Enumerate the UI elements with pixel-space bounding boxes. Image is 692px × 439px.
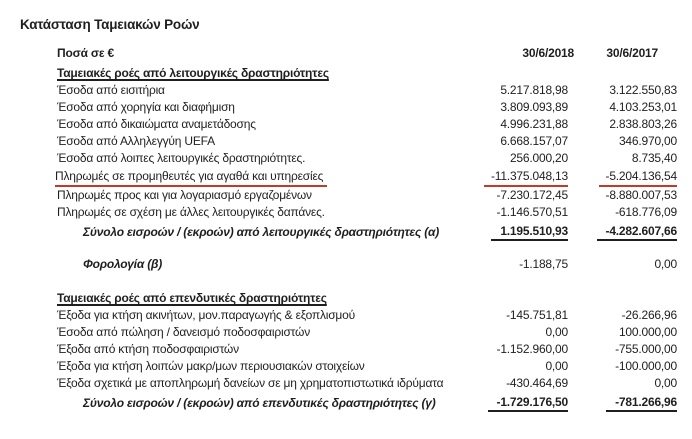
table-row [57, 99, 688, 116]
table-row [57, 358, 688, 375]
row-label: Έσοδα από δικαιώματα αναμετάδοσης [57, 117, 256, 131]
row-value-2017: -100.000,00 [615, 359, 677, 373]
row-label: Έσοδα από πώληση / δανεισμό ποδοσφαιριστών [57, 325, 310, 339]
row-value-2017: -26.266,96 [621, 308, 677, 322]
row-value-2017: 2.838.803,26 [609, 117, 677, 131]
table-row [57, 150, 688, 167]
annotated-row [57, 167, 688, 187]
row-value-2017: -618.776,09 [615, 205, 677, 219]
row-label: Έσοδα από Αλληλεγγύη UEFA [57, 134, 215, 148]
table-row [57, 133, 688, 150]
row-label: Πληρωμές προς και για λογαριασμό εργαζομένων [57, 188, 312, 202]
row-value-2018: 3.809.093,89 [500, 100, 568, 114]
row-label: Σύνολο εισροών / (εκροών) από λειτουργικές δραστηριότητες (α) [83, 225, 440, 239]
row-value-2018: 4.996.231,88 [500, 117, 568, 131]
column-header-2018: 30/6/2018 [522, 46, 574, 60]
row-label: Έσοδα από εισιτήρια [57, 83, 165, 97]
row-value-2017: 100.000,00 [618, 325, 677, 339]
table-row [57, 187, 688, 204]
column-header-row [57, 45, 688, 62]
total-row [57, 221, 688, 241]
table-row [57, 82, 688, 99]
row-value-2018: 6.668.157,07 [500, 134, 568, 148]
total-value-2017: -4.282.607,66 [597, 224, 677, 241]
row-value-2017: 0,00 [654, 257, 677, 271]
row-value-2017: 0,00 [654, 376, 677, 390]
row-value-2018: 256.000,20 [509, 151, 568, 165]
section-heading: Ταμειακές ροές από επενδυτικές δραστηριότητες [57, 291, 327, 305]
spacer-row [57, 273, 688, 287]
total-value-2018: -1.729.176,50 [488, 395, 568, 412]
row-value-2017 [578, 167, 688, 187]
spacer-cell [57, 273, 430, 287]
amounts-unit-label: Ποσά σε € [57, 46, 115, 60]
row-value-2017: 346.970,00 [618, 134, 677, 148]
red-underlined-value-2017: -5.204.136,54 [599, 169, 677, 187]
table-row [57, 204, 688, 221]
column-header-2017: 30/6/2017 [606, 46, 658, 60]
spacer-cell [57, 241, 430, 256]
row-label: Έσοδα από λοιπες λειτουργικές δραστηριότητες. [57, 151, 306, 165]
table-row [57, 375, 688, 392]
row-value-2017 [578, 221, 688, 241]
red-underlined-value-2018: -11.375.048,13 [484, 169, 568, 187]
row-value-2017: 3.122.550,83 [609, 83, 677, 97]
row-value-2018 [430, 287, 578, 307]
total-value-2018: 1.195.510,93 [491, 224, 568, 241]
spacer-cell [578, 273, 688, 287]
row-label [57, 167, 430, 187]
tax-row [57, 256, 688, 273]
section-header-row [57, 287, 688, 307]
row-value-2018: -1.146.570,51 [496, 205, 568, 219]
row-value-2018: -7.230.172,45 [496, 188, 568, 202]
row-value-2018: -1.152.960,00 [496, 342, 568, 356]
row-value-2017 [578, 287, 688, 307]
row-label: Έξοδα από κτήση ποδοσφαιριστών [57, 342, 239, 356]
row-value-2017 [578, 392, 688, 412]
spacer-cell [430, 273, 578, 287]
cashflow-table-body [57, 45, 688, 412]
table-row [57, 116, 688, 133]
row-label: Σύνολο εισροών / (εκροών) από επενδυτικές δραστηριότητες (γ) [83, 396, 436, 410]
row-value-2018 [430, 221, 578, 241]
row-value-2018: 0,00 [545, 359, 568, 373]
row-value-2018 [430, 62, 578, 82]
section-heading: Ταμειακές ροές από λειτουργικές δραστηριότητες [57, 66, 329, 80]
row-label [57, 287, 430, 307]
row-value-2018: -1.188,75 [519, 257, 568, 271]
total-row [57, 392, 688, 412]
row-value-2018: -145.751,81 [506, 308, 568, 322]
row-label: Φορολογία (β) [83, 257, 163, 271]
row-value-2017 [578, 62, 688, 82]
red-underlined-label: Πληρωμές σε προμηθευτές για αγαθά και υπηρεσίες [55, 169, 327, 187]
spacer-cell [430, 241, 578, 256]
row-value-2018: -430.464,69 [506, 376, 568, 390]
row-label: Έξοδα για κτήση λοιπών μακρ/μων περιουσιακών στοιχείων [57, 359, 365, 373]
page-title: Κατάσταση Ταμειακών Ροών [20, 17, 200, 32]
row-label [57, 62, 430, 82]
row-value-2017: 8.735,40 [631, 151, 677, 165]
spacer-cell [578, 241, 688, 256]
table-row [57, 341, 688, 358]
row-label: Έξοδα για κτήση ακινήτων, μον.παραγωγής & εξοπλισμού [57, 308, 355, 322]
row-value-2018 [430, 392, 578, 412]
table-row [57, 307, 688, 324]
row-label: Έξοδα σχετικά με αποπληρωμή δανείων σε μη χρηματοπιστωτικά ιδρύματα [57, 376, 444, 390]
section-header-row [57, 62, 688, 82]
row-value-2017: -755.000,00 [615, 342, 677, 356]
row-value-2018: 5.217.818,98 [500, 83, 568, 97]
row-label: Πληρωμές σε σχέση με άλλες λειτουργικές δαπάνες. [57, 205, 325, 219]
spacer-row [57, 241, 688, 256]
total-value-2017: -781.266,96 [606, 395, 677, 412]
row-label: Έσοδα από χορηγία και διαφήμιση [57, 100, 235, 114]
table-row [57, 324, 688, 341]
cashflow-statement-table [57, 45, 688, 412]
row-value-2018: 0,00 [545, 325, 568, 339]
row-value-2017: 4.103.253,01 [609, 100, 677, 114]
row-value-2018 [430, 167, 578, 187]
row-value-2017: -8.880.007,53 [605, 188, 677, 202]
